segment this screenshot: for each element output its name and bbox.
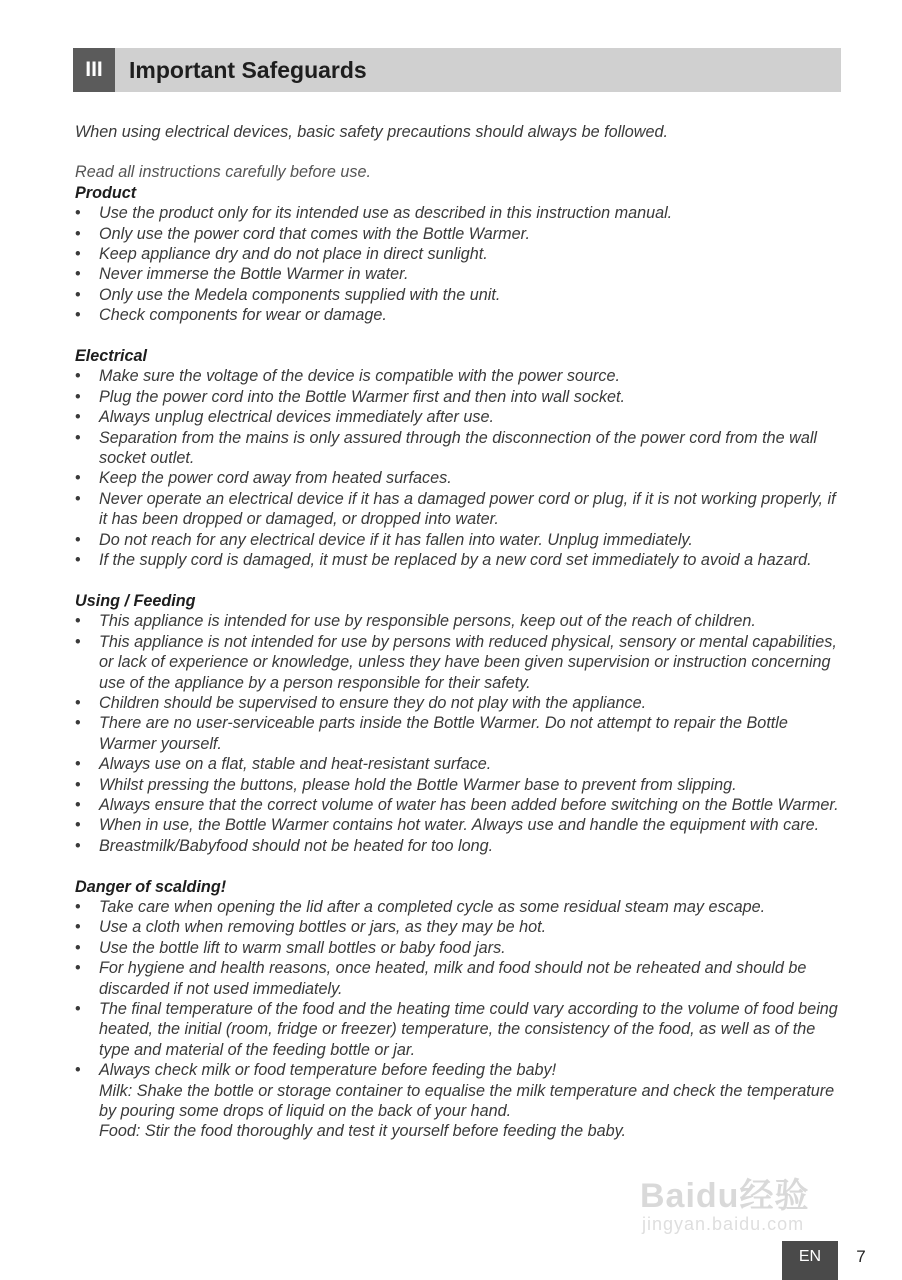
list-item-text: If the supply cord is damaged, it must be replaced by a new cord set immediately to avoid a hazard. bbox=[99, 551, 812, 570]
language-badge: EN bbox=[782, 1241, 838, 1280]
list-item-text: This appliance is not intended for use by persons with reduced physical, sensory or mental capabilities, or lack of experience or knowledge, unless they have been given supervision or instruction concerning use of the appliance by a person responsible for their safety. bbox=[99, 632, 837, 692]
list-item-text: Always ensure that the correct volume of water has been added before switching on the Bottle Warmer. bbox=[99, 795, 839, 814]
list-item bbox=[75, 530, 843, 550]
list-item bbox=[75, 224, 843, 244]
page-number: 7 bbox=[856, 1247, 866, 1266]
list-item-text: Separation from the mains is only assured through the disconnection of the power cord from the wall socket outlet. bbox=[99, 428, 818, 468]
bullet-icon: • bbox=[75, 204, 81, 223]
list-item-subtext: Food: Stir the food thoroughly and test it yourself before feeding the baby. bbox=[99, 1122, 627, 1141]
bullet-icon: • bbox=[75, 693, 81, 712]
bullet-icon: • bbox=[75, 714, 81, 733]
baidu-watermark bbox=[640, 1168, 850, 1240]
bullet-icon: • bbox=[75, 224, 81, 243]
list-item-text: Whilst pressing the buttons, please hold the Bottle Warmer base to prevent from slipping. bbox=[99, 775, 737, 794]
list-item bbox=[75, 999, 843, 1060]
list-item-text: Never immerse the Bottle Warmer in water. bbox=[99, 265, 409, 284]
list-item-text: Always use on a flat, stable and heat-resistant surface. bbox=[99, 755, 492, 774]
bullet-icon: • bbox=[75, 938, 81, 957]
bullet-icon: • bbox=[75, 469, 81, 488]
watermark-logo: Baidu经验 bbox=[640, 1177, 810, 1215]
list-item bbox=[75, 244, 843, 264]
list-item-text: Never operate an electrical device if it has a damaged power cord or plug, if it is not working properly, if it has been dropped or damaged, or dropped into water. bbox=[99, 489, 836, 529]
section-heading: Electrical bbox=[75, 347, 147, 366]
list-item-text: Check components for wear or damage. bbox=[99, 306, 387, 325]
list-item-text: Always unplug electrical devices immediately after use. bbox=[99, 408, 494, 427]
list-item-subtext: Milk: Shake the bottle or storage container to equalise the milk temperature and check the temperature by pouring some drops of liquid on the back of your hand. bbox=[99, 1081, 835, 1121]
list-item bbox=[75, 958, 843, 999]
bullet-list bbox=[75, 203, 843, 325]
list-item bbox=[75, 815, 843, 835]
bullet-icon: • bbox=[75, 795, 81, 814]
list-item-text: Always check milk or food temperature before feeding the baby! bbox=[99, 1061, 557, 1080]
list-item bbox=[75, 917, 843, 937]
bullet-icon: • bbox=[75, 530, 81, 549]
list-item bbox=[75, 550, 843, 570]
list-item bbox=[75, 387, 843, 407]
section-title: Important Safeguards bbox=[129, 57, 367, 83]
list-item bbox=[75, 264, 843, 284]
intro-safety-precautions: When using electrical devices, basic safety precautions should always be followed. bbox=[75, 123, 668, 141]
list-item-text: Do not reach for any electrical device if it has fallen into water. Unplug immediately. bbox=[99, 530, 693, 549]
list-item bbox=[75, 632, 843, 693]
bullet-icon: • bbox=[75, 1000, 81, 1019]
list-item bbox=[75, 754, 843, 774]
bullet-icon: • bbox=[75, 612, 81, 631]
bullet-icon: • bbox=[75, 367, 81, 386]
bullet-list bbox=[75, 897, 843, 1142]
list-item bbox=[75, 795, 843, 815]
safeguards-content bbox=[75, 122, 843, 1142]
bullet-icon: • bbox=[75, 428, 81, 447]
bullet-icon: • bbox=[75, 306, 81, 325]
section-heading: Using / Feeding bbox=[75, 591, 196, 610]
list-item bbox=[75, 285, 843, 305]
bullet-icon: • bbox=[75, 387, 81, 406]
list-item bbox=[75, 713, 843, 754]
list-item bbox=[75, 468, 843, 488]
list-item bbox=[75, 897, 843, 917]
list-item-text: Keep appliance dry and do not place in direct sunlight. bbox=[99, 245, 488, 264]
list-item bbox=[75, 203, 843, 223]
intro-read-instructions: Read all instructions carefully before use. bbox=[75, 163, 372, 182]
bullet-icon: • bbox=[75, 245, 81, 264]
list-item bbox=[75, 611, 843, 631]
list-item bbox=[75, 489, 843, 530]
bullet-icon: • bbox=[75, 836, 81, 855]
list-item bbox=[75, 693, 843, 713]
list-item bbox=[75, 1060, 843, 1142]
list-item bbox=[75, 836, 843, 856]
list-item-text: Use the product only for its intended use as described in this instruction manual. bbox=[99, 204, 673, 223]
list-item-text: When in use, the Bottle Warmer contains hot water. Always use and handle the equipment with care. bbox=[99, 816, 820, 835]
list-item-text: Plug the power cord into the Bottle Warmer first and then into wall socket. bbox=[99, 387, 626, 406]
bullet-icon: • bbox=[75, 816, 81, 835]
list-item-text: Take care when opening the lid after a completed cycle as some residual steam may escape. bbox=[99, 897, 766, 916]
bullet-icon: • bbox=[75, 918, 81, 937]
list-item-text: Breastmilk/Babyfood should not be heated for too long. bbox=[99, 836, 494, 855]
bullet-list bbox=[75, 366, 843, 570]
list-item-text: Use a cloth when removing bottles or jars, as they may be hot. bbox=[99, 918, 547, 937]
bullet-icon: • bbox=[75, 755, 81, 774]
list-item-text: This appliance is intended for use by responsible persons, keep out of the reach of children. bbox=[99, 612, 756, 631]
bullet-icon: • bbox=[75, 489, 81, 508]
list-item bbox=[75, 305, 843, 325]
list-item bbox=[75, 366, 843, 386]
bullet-list bbox=[75, 611, 843, 856]
bullet-icon: • bbox=[75, 265, 81, 284]
list-item-text: The final temperature of the food and the heating time could vary according to the volume of food being heated, the initial (room, fridge or freezer) temperature, the consistency of the food, as well as of the type and material of the feeding bottle or jar. bbox=[99, 1000, 838, 1059]
list-item-text: For hygiene and health reasons, once heated, milk and food should not be reheated and should be discarded if not used immediately. bbox=[99, 959, 807, 998]
bullet-icon: • bbox=[75, 408, 81, 427]
bullet-icon: • bbox=[75, 551, 81, 570]
list-item bbox=[75, 775, 843, 795]
list-item-text: Use the bottle lift to warm small bottles or baby food jars. bbox=[99, 938, 506, 957]
sections-container bbox=[75, 183, 843, 1142]
bullet-icon: • bbox=[75, 959, 81, 978]
bullet-icon: • bbox=[75, 285, 81, 304]
bullet-icon: • bbox=[75, 632, 81, 651]
watermark-url: jingyan.baidu.com bbox=[642, 1214, 805, 1234]
section-heading: Danger of scalding! bbox=[75, 877, 227, 896]
bullet-icon: • bbox=[75, 775, 81, 794]
list-item-text: Keep the power cord away from heated surfaces. bbox=[99, 469, 452, 488]
bullet-icon: • bbox=[75, 897, 81, 916]
bullet-icon: • bbox=[75, 1061, 81, 1080]
list-item bbox=[75, 938, 843, 958]
list-item-text: Make sure the voltage of the device is compatible with the power source. bbox=[99, 367, 620, 386]
list-item bbox=[75, 428, 843, 469]
list-item bbox=[75, 407, 843, 427]
section-heading: Product bbox=[75, 183, 137, 202]
section-number: III bbox=[73, 48, 115, 92]
list-item-text: There are no user-serviceable parts inside the Bottle Warmer. Do not attempt to repair the Bottle Warmer yourself. bbox=[99, 714, 788, 753]
list-item-text: Only use the Medela components supplied with the unit. bbox=[99, 285, 501, 304]
list-item-text: Children should be supervised to ensure they do not play with the appliance. bbox=[99, 693, 647, 712]
section-header bbox=[73, 48, 841, 92]
list-item-text: Only use the power cord that comes with the Bottle Warmer. bbox=[99, 224, 530, 243]
